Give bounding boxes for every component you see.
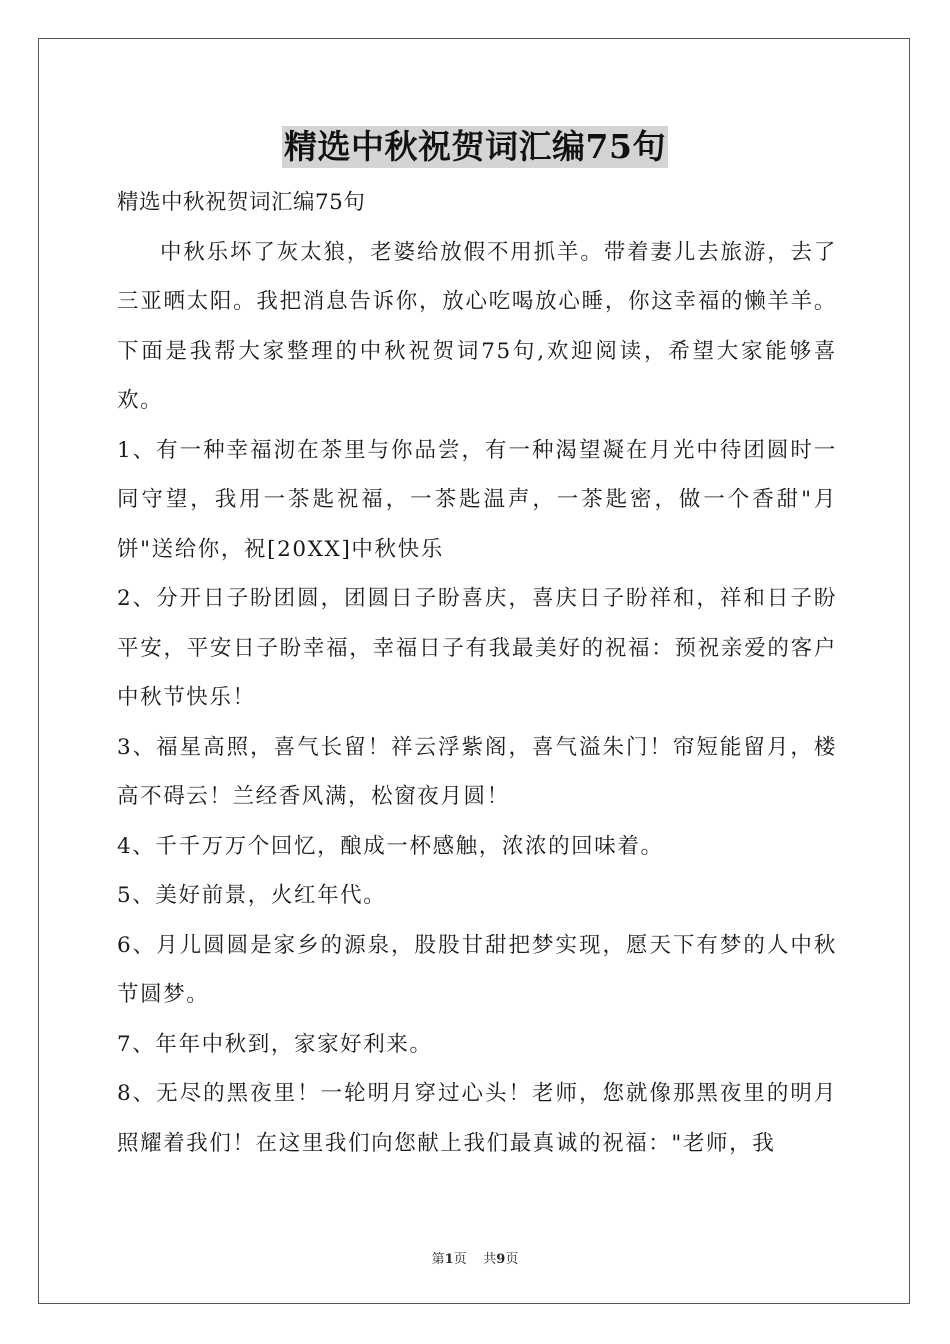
- document-body: [117, 178, 837, 1168]
- list-item: 1、有一种幸福沏在茶里与你品尝，有一种渴望凝在月光中待团圆时一同守望，我用一茶匙祝福，一茶匙温声，一茶匙密，做一个香甜"月饼"送给你，祝[20XX]中秋快乐: [117, 437, 837, 562]
- intro-paragraph: 中秋乐坏了灰太狼，老婆给放假不用抓羊。带着妻儿去旅游，去了三亚晒太阳。我把消息告诉你，放心吃喝放心睡，你这幸福的懒羊羊。下面是我帮大家整理的中秋祝贺词75句,欢迎阅读，希望大家能够喜欢。: [117, 239, 837, 413]
- footer-total-pages: 9: [496, 1252, 506, 1267]
- document-subtitle: 精选中秋祝贺词汇编75句: [117, 190, 366, 215]
- footer-total-suffix: 页: [505, 1252, 519, 1267]
- list-item: 5、美好前景，火红年代。: [117, 883, 387, 908]
- list-item: 3、福星高照，喜气长留！祥云浮紫阁，喜气溢朱门！帘短能留月，楼高不碍云！兰经香风满，松窗夜月圆！: [117, 734, 837, 809]
- footer-page-suffix: 页: [453, 1252, 467, 1267]
- list-item: 2、分开日子盼团圆，团圆日子盼喜庆，喜庆日子盼祥和，祥和日子盼平安，平安日子盼幸福，幸福日子有我最美好的祝福：预祝亲爱的客户中秋节快乐！: [117, 586, 837, 710]
- document-title: 精选中秋祝贺词汇编75句: [284, 127, 666, 166]
- footer-page-number: 1: [444, 1252, 454, 1267]
- footer-total-prefix: 共: [483, 1252, 497, 1267]
- list-item: 7、年年中秋到，家家好利来。: [117, 1031, 433, 1057]
- footer-page-prefix: 第: [431, 1252, 445, 1267]
- page-footer: [0, 1248, 950, 1267]
- list-item: 6、月儿圆圆是家乡的源泉，股股甘甜把梦实现，愿天下有梦的人中秋节圆梦。: [117, 932, 837, 1007]
- list-item: 4、千千万万个回忆，酿成一杯感触，浓浓的回味着。: [117, 833, 664, 859]
- list-item: 8、无尽的黑夜里！一轮明月穿过心头！老师，您就像那黑夜里的明月照耀着我们！在这里我们向您献上我们最真诚的祝福："老师，我: [117, 1081, 837, 1156]
- title-container: [0, 126, 950, 168]
